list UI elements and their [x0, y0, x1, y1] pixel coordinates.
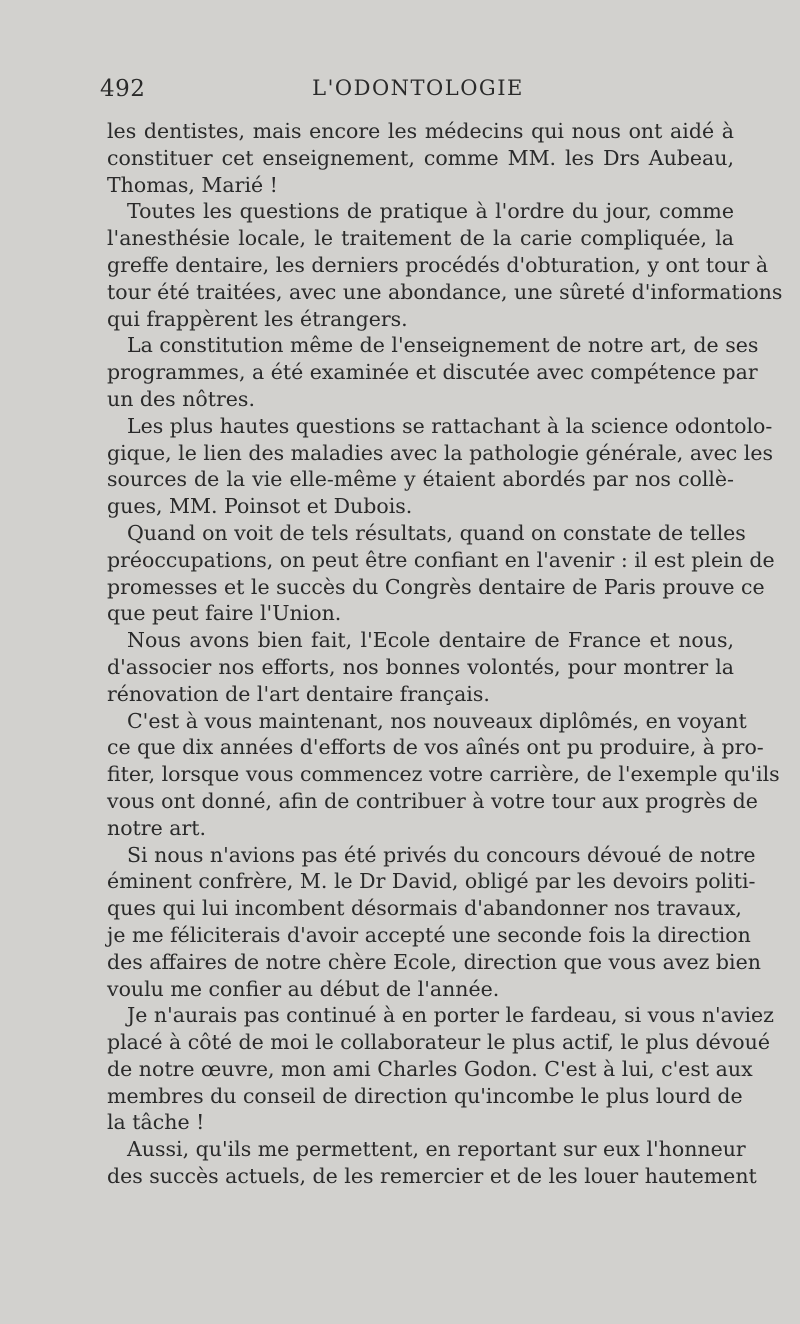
text-line: Les plus hautes questions se rattachant à la science odontolo-	[127, 413, 773, 438]
text-line: promesses et le succès du Congrès dentaire de Paris prouve ce	[107, 574, 765, 599]
text-line: Thomas, Marié !	[107, 172, 278, 197]
text-line: voulu me confier au début de l'année.	[107, 976, 500, 1001]
text-line: de notre œuvre, mon ami Charles Godon. C'est à lui, c'est aux	[107, 1056, 753, 1081]
text-line: des affaires de notre chère Ecole, direction que vous avez bien	[107, 949, 761, 974]
text-line: d'associer nos efforts, nos bonnes volontés, pour montrer la	[107, 654, 734, 679]
text-line: gues, MM. Poinsot et Dubois.	[107, 494, 413, 519]
text-line: membres du conseil de direction qu'incombe le plus lourd de	[107, 1083, 743, 1108]
running-title: L'ODONTOLOGIE	[312, 76, 524, 100]
text-line: qui frappèrent les étrangers.	[107, 306, 408, 331]
text-line: la tâche !	[107, 1110, 205, 1135]
text-line: vous ont donné, afin de contribuer à votre tour aux progrès de	[107, 788, 758, 813]
text-line: rénovation de l'art dentaire français.	[107, 681, 490, 706]
page-number: 492	[100, 76, 146, 102]
text-line: programmes, a été examinée et discutée avec compétence par	[107, 360, 758, 385]
text-line: un des nôtres.	[107, 386, 255, 411]
body-text	[107, 118, 783, 1190]
text-line: Si nous n'avions pas été privés du concours dévoué de notre	[127, 842, 756, 867]
text-line: La constitution même de l'enseignement de notre art, de ses	[127, 333, 759, 358]
text-line: je me féliciterais d'avoir accepté une seconde fois la direction	[107, 922, 751, 947]
text-line: Aussi, qu'ils me permettent, en reportant sur eux l'honneur	[127, 1137, 746, 1162]
text-line: greffe dentaire, les derniers procédés d'obturation, y ont tour à	[107, 252, 769, 277]
text-line: C'est à vous maintenant, nos nouveaux diplômés, en voyant	[127, 708, 747, 733]
text-line: sources de la vie elle-même y étaient abordés par nos collè-	[107, 467, 734, 492]
text-line: des succès actuels, de les remercier et de les louer hautement	[107, 1164, 757, 1189]
text-line: gique, le lien des maladies avec la pathologie générale, avec les	[107, 440, 773, 465]
text-line: l'anesthésie locale, le traitement de la carie compliquée, la	[107, 226, 734, 251]
text-line: constituer cet enseignement, comme MM. les Drs Aubeau,	[107, 145, 734, 170]
text-line: Je n'aurais pas continué à en porter le fardeau, si vous n'aviez	[127, 1003, 774, 1028]
text-line: préoccupations, on peut être confiant en l'avenir : il est plein de	[107, 547, 775, 572]
page-header	[98, 74, 738, 104]
text-line: tour été traitées, avec une abondance, une sûreté d'informations	[107, 279, 783, 304]
text-line: éminent confrère, M. le Dr David, obligé par les devoirs politi-	[107, 869, 756, 894]
text-line: les dentistes, mais encore les médecins qui nous ont aidé à	[107, 119, 734, 143]
text-line: ques qui lui incombent désormais d'abandonner nos travaux,	[107, 896, 742, 921]
text-line: que peut faire l'Union.	[107, 601, 342, 626]
text-line: notre art.	[107, 815, 207, 840]
text-line: placé à côté de moi le collaborateur le plus actif, le plus dévoué	[107, 1030, 770, 1055]
text-line: Quand on voit de tels résultats, quand on constate de telles	[127, 520, 746, 545]
text-line: Nous avons bien fait, l'Ecole dentaire de France et nous,	[127, 628, 734, 653]
text-line: fiter, lorsque vous commencez votre carrière, de l'exemple qu'ils	[107, 762, 780, 787]
text-line: Toutes les questions de pratique à l'ordre du jour, comme	[127, 199, 734, 224]
text-line: ce que dix années d'efforts de vos aînés ont pu produire, à pro-	[107, 735, 764, 760]
